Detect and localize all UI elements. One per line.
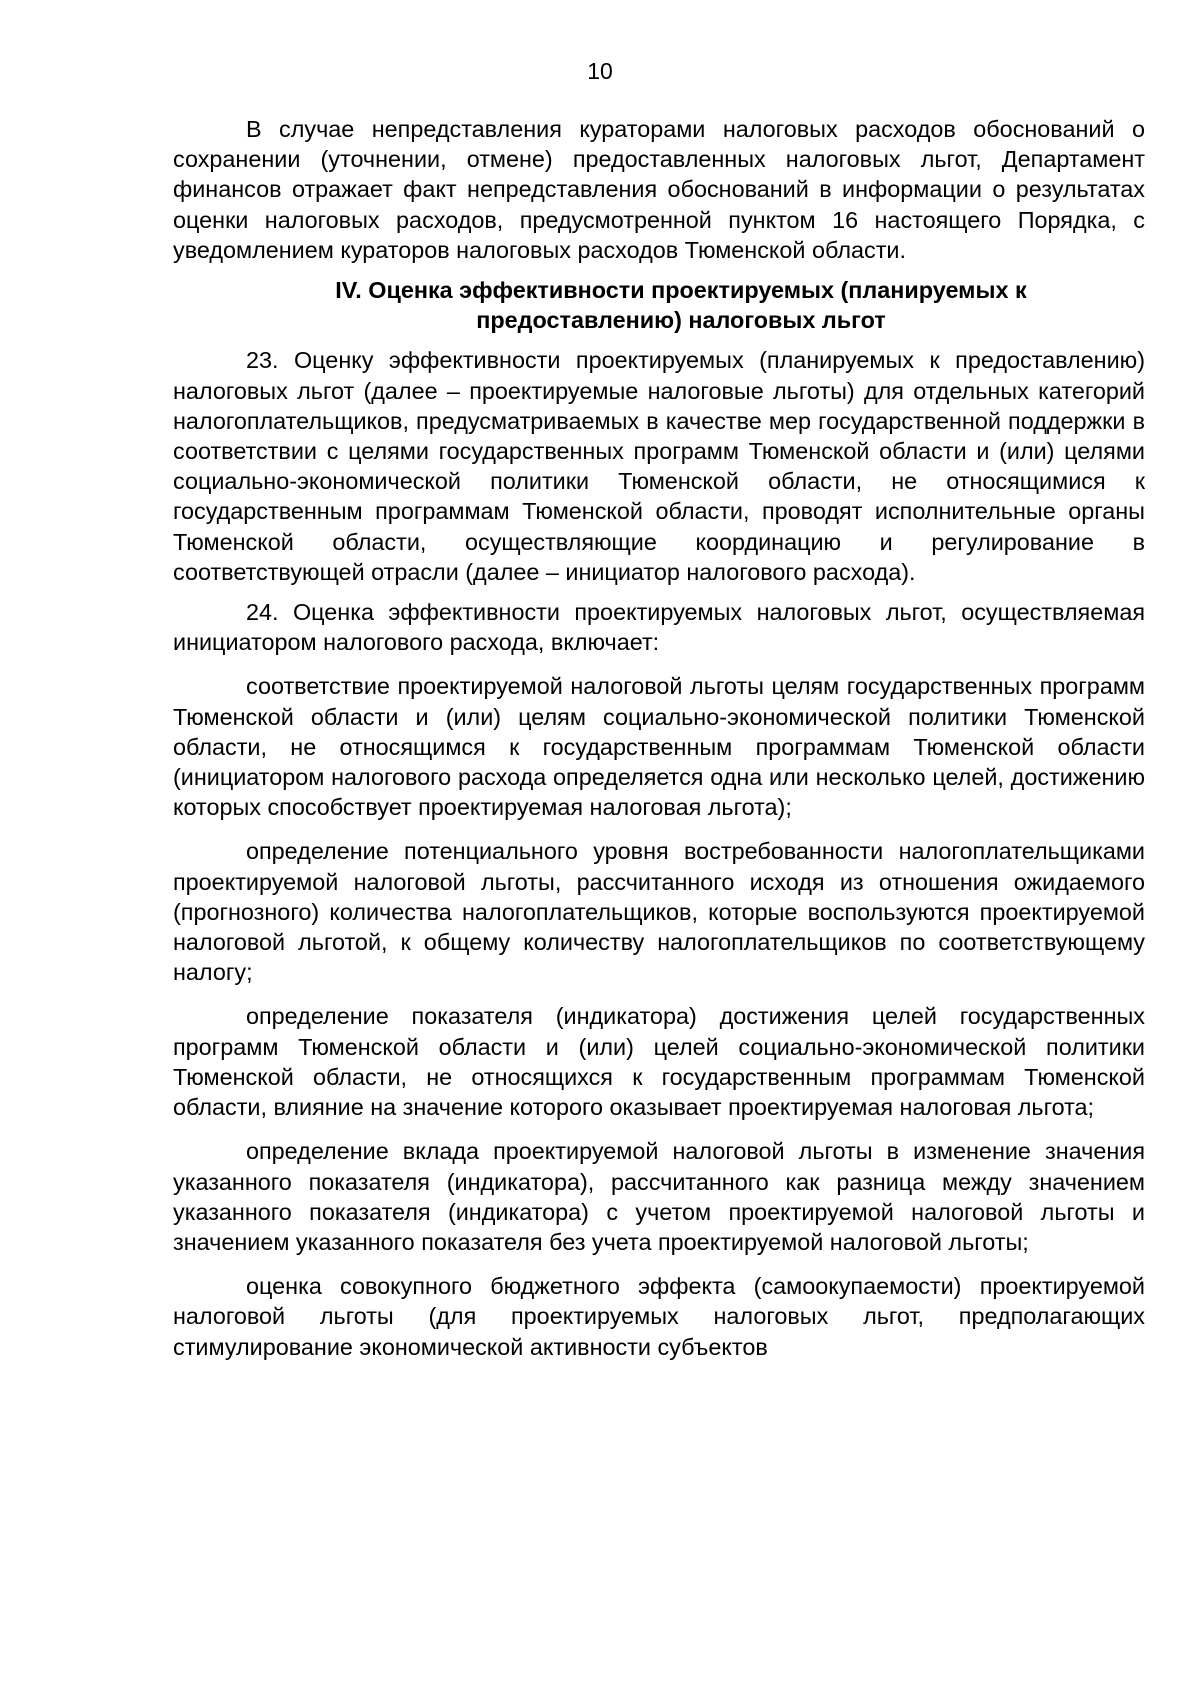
document-body: [173, 114, 1145, 1362]
list-item-goal-compliance: соответствие проектируемой налоговой льготы целям государственных программ Тюменской области и (или) целям социально-экономической политики Тюменской области, не относящимся к государственным программам Тюменской области (инициатором налогового расхода определяется одна или несколько целей, достижению которых способствует проектируемая налоговая льгота);: [173, 673, 1145, 821]
list-item-demand-level: определение потенциального уровня востребованности налогоплательщиками проектируемой налоговой льготы, рассчитанного исходя из отношения ожидаемого (прогнозного) количества налогоплательщиков, которые воспользуются проектируемой налоговой льготой, к общему количеству налогоплательщиков по соответствующему налогу;: [173, 838, 1145, 986]
page-number: 10: [587, 58, 613, 84]
paragraph-24: 24. Оценка эффективности проектируемых налоговых льгот, осуществляемая инициатором налогового расхода, включает:: [173, 599, 1145, 656]
section-heading: [173, 275, 1145, 335]
list-item-contribution: определение вклада проектируемой налоговой льготы в изменение значения указанного показателя (индикатора), рассчитанного как разница между значением указанного показателя (индикатора) с учетом проектируемой налоговой льготы и значением указанного показателя без учета проектируемой налоговой льготы;: [173, 1138, 1145, 1255]
paragraph-non-submission: В случае непредставления кураторами налоговых расходов обоснований о сохранении (уточнении, отмене) предоставленных налоговых льгот, Департамент финансов отражает факт непредставления обоснований в информации о результатах оценки налоговых расходов, предусмотренной пунктом 16 настоящего Порядка, с уведомлением кураторов налоговых расходов Тюменской области.: [173, 116, 1145, 263]
section-heading-line-1: IV. Оценка эффективности проектируемых (планируемых к: [335, 277, 1027, 304]
section-heading-line-2: предоставлению) налоговых льгот: [476, 307, 886, 334]
list-item-indicator: определение показателя (индикатора) достижения целей государственных программ Тюменской области и (или) целей социально-экономической политики Тюменской области, не относящихся к государственным программам Тюменской области, влияние на значение которого оказывает проектируемая налоговая льгота;: [173, 1003, 1145, 1121]
list-item-budget-effect: оценка совокупного бюджетного эффекта (самоокупаемости) проектируемой налоговой льготы (для проектируемых налоговых льгот, предполагающих стимулирование экономической активности субъектов: [173, 1273, 1145, 1360]
paragraph-23: 23. Оценку эффективности проектируемых (планируемых к предоставлению) налоговых льгот (далее – проектируемые налоговые льготы) для отдельных категорий налогоплательщиков, предусматриваемых в качестве мер государственной поддержки в соответствии с целями государственных программ Тюменской области и (или) целями социально-экономической политики Тюменской области, не относящимися к государственным программам Тюменской области, проводят исполнительные органы Тюменской области, осуществляющие координацию и регулирование в соответствующей отрасли (далее – инициатор налогового расхода).: [173, 347, 1145, 585]
